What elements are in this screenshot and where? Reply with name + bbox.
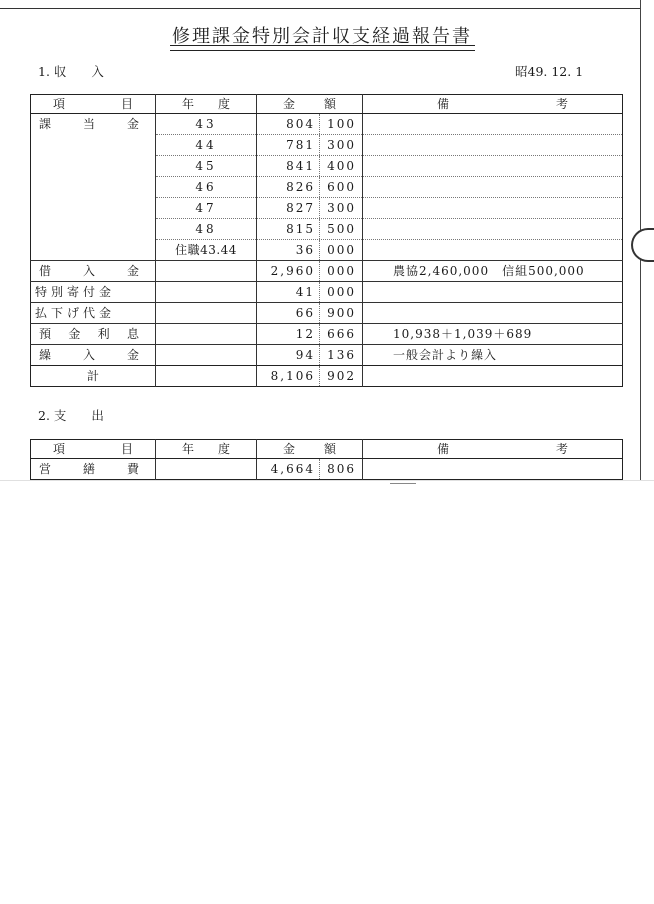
table-row bbox=[31, 324, 623, 345]
table-row bbox=[31, 282, 623, 303]
year-cell bbox=[156, 303, 257, 324]
year-cell bbox=[156, 345, 257, 366]
header-note: 備 考 bbox=[363, 440, 623, 459]
year-cell bbox=[156, 324, 257, 345]
note-cell bbox=[363, 282, 623, 303]
header-amount: 金 額 bbox=[257, 95, 363, 114]
binding-hole-mark bbox=[631, 228, 654, 262]
income-table bbox=[30, 94, 623, 387]
item-kurirekin: 繰 入 金 bbox=[31, 345, 156, 366]
header-year: 年 度 bbox=[156, 95, 257, 114]
note-cell bbox=[363, 366, 623, 387]
amount-cell: 94 136 bbox=[257, 345, 363, 366]
year-cell: 47 bbox=[156, 198, 257, 219]
item-haraisage-daikin: 払下げ代金 bbox=[31, 303, 156, 324]
header-item: 項 目 bbox=[31, 440, 156, 459]
expense-section-label: 2. 支 出 bbox=[38, 408, 104, 423]
note-cell: 10,938＋1,039＋689 bbox=[363, 324, 623, 345]
title-double-underline bbox=[170, 45, 475, 51]
amount-cell: 804 100 bbox=[257, 114, 363, 135]
item-eizenhi: 営 繕 費 bbox=[31, 459, 156, 480]
note-cell: 農協2,460,000 信組500,000 bbox=[363, 261, 623, 282]
item-tokubetsu-kifukin: 特別寄付金 bbox=[31, 282, 156, 303]
year-cell: 48 bbox=[156, 219, 257, 240]
year-cell: 44 bbox=[156, 135, 257, 156]
amount-cell: 36 000 bbox=[257, 240, 363, 261]
total-row bbox=[31, 366, 623, 387]
note-cell bbox=[363, 303, 623, 324]
amount-cell: 841 400 bbox=[257, 156, 363, 177]
year-cell bbox=[156, 459, 257, 480]
total-label: 計 bbox=[31, 366, 156, 387]
year-cell bbox=[156, 282, 257, 303]
scan-artifact bbox=[390, 483, 416, 484]
year-cell: 住職43.44 bbox=[156, 240, 257, 261]
item-yokin-risoku: 預 金 利 息 bbox=[31, 324, 156, 345]
amount-cell: 41 000 bbox=[257, 282, 363, 303]
table-row bbox=[31, 303, 623, 324]
table-row bbox=[31, 459, 623, 480]
note-cell bbox=[363, 240, 623, 261]
note-cell bbox=[363, 198, 623, 219]
income-section-label: 1. 収 入 bbox=[38, 64, 104, 79]
year-cell bbox=[156, 366, 257, 387]
item-kachoukin: 課 当 金 bbox=[31, 114, 156, 261]
year-cell: 45 bbox=[156, 156, 257, 177]
expense-header-row bbox=[31, 440, 623, 459]
total-amount: 8,106 902 bbox=[257, 366, 363, 387]
header-item: 項 目 bbox=[31, 95, 156, 114]
year-cell: 46 bbox=[156, 177, 257, 198]
report-date: 昭49. 12. 1 bbox=[515, 64, 584, 79]
expense-table bbox=[30, 439, 623, 480]
table-row bbox=[31, 345, 623, 366]
note-cell bbox=[363, 135, 623, 156]
amount-cell: 826 600 bbox=[257, 177, 363, 198]
header-amount: 金 額 bbox=[257, 440, 363, 459]
note-cell bbox=[363, 156, 623, 177]
income-header-row bbox=[31, 95, 623, 114]
scan-crop-edge bbox=[0, 480, 654, 481]
note-cell bbox=[363, 177, 623, 198]
note-cell: 一般会計より繰入 bbox=[363, 345, 623, 366]
report-title: 修理課金特別会計収支経過報告書 bbox=[172, 26, 472, 47]
page-top-rule bbox=[0, 8, 640, 9]
header-year: 年 度 bbox=[156, 440, 257, 459]
header-note: 備 考 bbox=[363, 95, 623, 114]
year-cell: 43 bbox=[156, 114, 257, 135]
table-row bbox=[31, 261, 623, 282]
note-cell bbox=[363, 459, 623, 480]
note-cell bbox=[363, 114, 623, 135]
amount-cell: 781 300 bbox=[257, 135, 363, 156]
amount-cell: 827 300 bbox=[257, 198, 363, 219]
item-kariirekin: 借 入 金 bbox=[31, 261, 156, 282]
amount-cell: 12 666 bbox=[257, 324, 363, 345]
amount-cell: 4,664 806 bbox=[257, 459, 363, 480]
amount-cell: 815 500 bbox=[257, 219, 363, 240]
amount-cell: 66 900 bbox=[257, 303, 363, 324]
year-cell bbox=[156, 261, 257, 282]
amount-cell: 2,960 000 bbox=[257, 261, 363, 282]
table-row bbox=[31, 114, 623, 135]
note-cell bbox=[363, 219, 623, 240]
